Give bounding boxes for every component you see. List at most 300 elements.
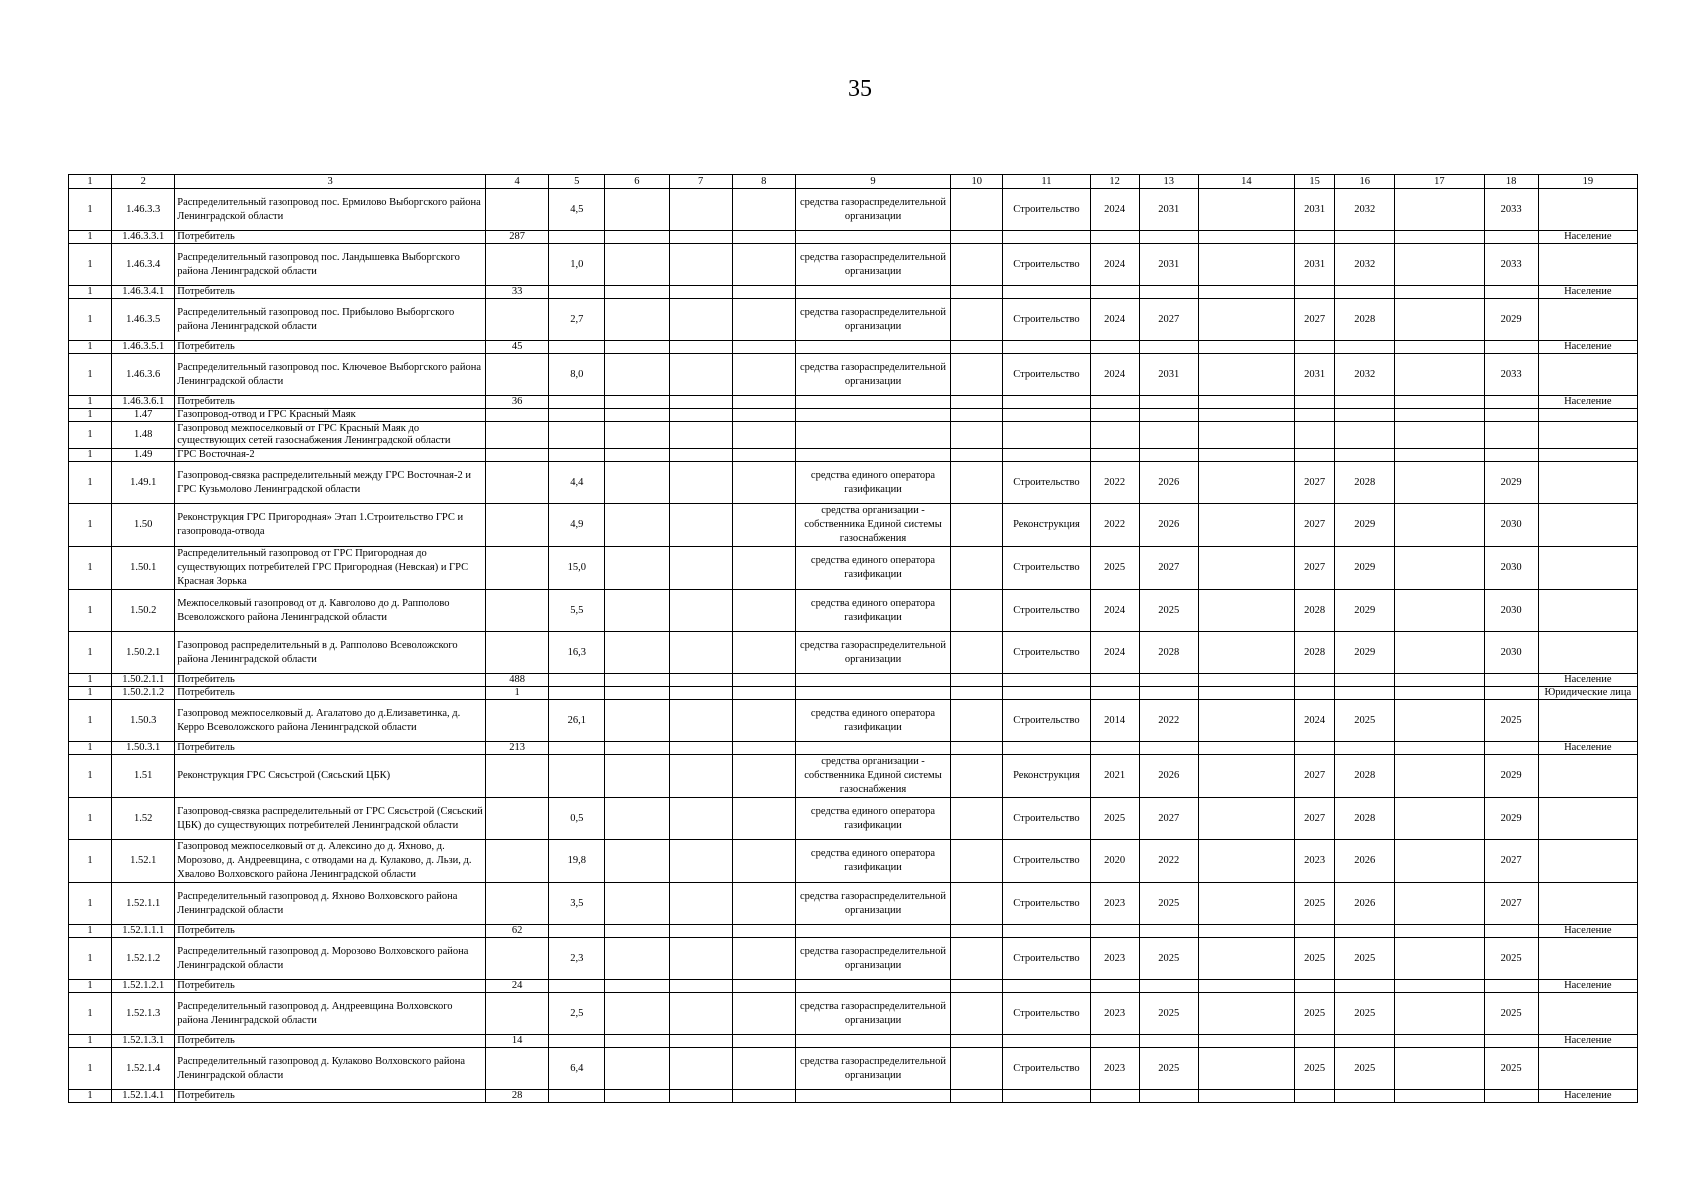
table-cell [1198, 798, 1294, 840]
table-cell: 16,3 [549, 632, 605, 674]
table-cell [795, 286, 950, 299]
table-cell [1295, 925, 1335, 938]
table-row [69, 925, 1638, 938]
table-cell: средства газораспределительной организации [795, 354, 950, 396]
table-cell: 1.49 [112, 449, 175, 462]
table-cell [669, 742, 732, 755]
table-cell [1198, 422, 1294, 449]
table-cell [669, 286, 732, 299]
table-cell: 1.50 [112, 504, 175, 547]
table-cell: 26,1 [549, 700, 605, 742]
table-cell [1198, 231, 1294, 244]
table-cell [549, 925, 605, 938]
table-cell [1395, 980, 1484, 993]
table-row [69, 755, 1638, 798]
table-cell [669, 590, 732, 632]
table-cell [795, 409, 950, 422]
table-cell: Газопровод межпоселковый д. Агалатово до д.Елизаветинка, д. Керро Всеволожского района Ленинградской области [175, 700, 486, 742]
table-cell [1484, 422, 1538, 449]
column-header: 12 [1090, 175, 1139, 189]
table-cell [605, 244, 669, 286]
table-cell [549, 422, 605, 449]
table-cell [1335, 286, 1395, 299]
table-cell [951, 1090, 1003, 1103]
table-cell: средства единого оператора газификации [795, 798, 950, 840]
table-cell [669, 341, 732, 354]
column-header: 1 [69, 175, 112, 189]
table-cell [951, 299, 1003, 341]
table-cell [1295, 980, 1335, 993]
column-header: 5 [549, 175, 605, 189]
table-cell [605, 422, 669, 449]
table-cell [1198, 354, 1294, 396]
table-cell: Население [1538, 1090, 1637, 1103]
table-cell [605, 409, 669, 422]
table-cell: 1.52.1.2.1 [112, 980, 175, 993]
table-cell [1395, 1048, 1484, 1090]
table-cell [951, 244, 1003, 286]
table-cell [605, 354, 669, 396]
table-cell: 2027 [1295, 504, 1335, 547]
table-cell: Распределительный газопровод пос. Прибылово Выборгского района Ленинградской области [175, 299, 486, 341]
table-cell: 2025 [1484, 993, 1538, 1035]
table-cell [1395, 286, 1484, 299]
table-cell [1295, 409, 1335, 422]
table-cell [1538, 299, 1637, 341]
table-cell: 2029 [1484, 299, 1538, 341]
table-cell: 2030 [1484, 632, 1538, 674]
table-cell [486, 755, 549, 798]
table-cell: 2020 [1090, 840, 1139, 883]
column-header: 17 [1395, 175, 1484, 189]
table-cell [1139, 1090, 1198, 1103]
table-cell [1139, 396, 1198, 409]
table-cell [1395, 925, 1484, 938]
table-cell [732, 632, 795, 674]
table-cell [1395, 938, 1484, 980]
table-cell: 2023 [1090, 883, 1139, 925]
table-row [69, 1035, 1638, 1048]
table-cell: 1.46.3.3 [112, 189, 175, 231]
table-cell [732, 755, 795, 798]
table-cell: 1 [69, 462, 112, 504]
table-cell [1395, 1035, 1484, 1048]
table-row [69, 1090, 1638, 1103]
table-row [69, 231, 1638, 244]
table-cell [1090, 396, 1139, 409]
table-cell: средства единого оператора газификации [795, 547, 950, 590]
table-cell [1198, 341, 1294, 354]
table-cell [951, 980, 1003, 993]
table-cell: 1.52.1.2 [112, 938, 175, 980]
table-cell: 488 [486, 674, 549, 687]
column-header: 14 [1198, 175, 1294, 189]
table-cell: 2024 [1295, 700, 1335, 742]
table-cell [1484, 980, 1538, 993]
table-cell [732, 189, 795, 231]
table-cell: 2031 [1295, 189, 1335, 231]
table-cell: 2029 [1484, 462, 1538, 504]
table-cell: 2026 [1139, 462, 1198, 504]
table-cell: 1 [69, 1090, 112, 1103]
table-cell [1395, 462, 1484, 504]
table-cell: 2027 [1295, 547, 1335, 590]
table-cell: 33 [486, 286, 549, 299]
table-cell [1335, 687, 1395, 700]
table-cell: 2028 [1139, 632, 1198, 674]
table-cell: средства единого оператора газификации [795, 590, 950, 632]
table-cell: 1 [69, 938, 112, 980]
table-cell [951, 462, 1003, 504]
table-cell: Реконструкция [1003, 504, 1090, 547]
table-cell: 4,9 [549, 504, 605, 547]
column-header: 15 [1295, 175, 1335, 189]
table-cell [732, 993, 795, 1035]
table-cell [605, 840, 669, 883]
table-cell: 1 [69, 422, 112, 449]
table-row [69, 396, 1638, 409]
table-cell: Потребитель [175, 980, 486, 993]
table-cell: 2025 [1484, 1048, 1538, 1090]
table-cell [669, 1090, 732, 1103]
table-row [69, 462, 1638, 504]
table-cell: 2025 [1295, 993, 1335, 1035]
table-cell [1198, 742, 1294, 755]
table-cell [605, 1090, 669, 1103]
table-cell: 2026 [1335, 883, 1395, 925]
table-cell: Население [1538, 231, 1637, 244]
table-cell [549, 742, 605, 755]
table-cell [1538, 422, 1637, 449]
table-cell [549, 1035, 605, 1048]
table-cell [1198, 687, 1294, 700]
table-cell: 2027 [1139, 798, 1198, 840]
table-cell [732, 462, 795, 504]
column-header: 9 [795, 175, 950, 189]
table-cell [732, 422, 795, 449]
table-cell: 1,0 [549, 244, 605, 286]
table-cell: Строительство [1003, 299, 1090, 341]
table-cell [1538, 244, 1637, 286]
table-cell [1090, 422, 1139, 449]
table-cell: Потребитель [175, 925, 486, 938]
table-cell: 2,5 [549, 993, 605, 1035]
table-cell [1003, 341, 1090, 354]
table-cell: 2029 [1484, 755, 1538, 798]
table-cell: Строительство [1003, 993, 1090, 1035]
table-cell: 2030 [1484, 504, 1538, 547]
table-cell [669, 422, 732, 449]
table-cell: 2024 [1090, 244, 1139, 286]
table-cell [1198, 409, 1294, 422]
table-cell [669, 755, 732, 798]
table-cell [1484, 286, 1538, 299]
table-cell [1538, 449, 1637, 462]
table-cell [732, 547, 795, 590]
table-cell [486, 700, 549, 742]
table-cell: 2023 [1090, 938, 1139, 980]
table-cell: 1.52.1.4 [112, 1048, 175, 1090]
table-cell [951, 632, 1003, 674]
table-cell: 2033 [1484, 189, 1538, 231]
table-cell: 2028 [1335, 299, 1395, 341]
table-cell [732, 674, 795, 687]
table-cell [1198, 925, 1294, 938]
table-cell [486, 632, 549, 674]
table-cell [732, 354, 795, 396]
table-cell [1538, 993, 1637, 1035]
table-cell: Газопровод-связка распределительный от ГРС Сясьстрой (Сясьский ЦБК) до существующих потребителей Ленинградской области [175, 798, 486, 840]
table-cell [1335, 422, 1395, 449]
table-cell [1335, 980, 1395, 993]
table-cell [605, 462, 669, 504]
table-cell [486, 409, 549, 422]
table-cell: Потребитель [175, 687, 486, 700]
table-cell: 1 [69, 189, 112, 231]
column-header: 8 [732, 175, 795, 189]
table-cell [1198, 993, 1294, 1035]
table-cell: 2022 [1139, 700, 1198, 742]
table-cell [486, 938, 549, 980]
table-cell [732, 409, 795, 422]
table-cell [1295, 687, 1335, 700]
table-cell [1139, 980, 1198, 993]
table-cell: 2,7 [549, 299, 605, 341]
table-row [69, 286, 1638, 299]
table-cell [605, 231, 669, 244]
table-cell [795, 1090, 950, 1103]
table-cell: 1 [69, 993, 112, 1035]
table-cell [951, 422, 1003, 449]
table-cell [795, 449, 950, 462]
table-cell [732, 244, 795, 286]
table-cell [669, 1035, 732, 1048]
table-cell [1538, 189, 1637, 231]
table-cell [486, 422, 549, 449]
table-cell: Потребитель [175, 674, 486, 687]
table-cell [486, 189, 549, 231]
table-cell [1090, 980, 1139, 993]
table-cell [951, 798, 1003, 840]
table-cell [605, 742, 669, 755]
table-cell [1198, 504, 1294, 547]
table-cell [1484, 1090, 1538, 1103]
table-cell: 2028 [1335, 755, 1395, 798]
table-cell: 1 [69, 286, 112, 299]
table-cell [669, 354, 732, 396]
table-cell [486, 299, 549, 341]
table-cell [605, 980, 669, 993]
table-cell [732, 231, 795, 244]
table-cell [1090, 286, 1139, 299]
table-cell: 2033 [1484, 244, 1538, 286]
table-cell: 2027 [1484, 883, 1538, 925]
table-cell [669, 700, 732, 742]
table-cell: 2029 [1335, 547, 1395, 590]
table-cell [669, 632, 732, 674]
table-cell [1395, 700, 1484, 742]
table-row [69, 449, 1638, 462]
table-cell [1139, 925, 1198, 938]
table-cell: 1 [69, 547, 112, 590]
table-cell [1335, 1090, 1395, 1103]
table-cell: 2024 [1090, 189, 1139, 231]
table-cell [1395, 798, 1484, 840]
table-cell [1484, 396, 1538, 409]
table-cell [1538, 354, 1637, 396]
table-cell [486, 883, 549, 925]
table-cell [1395, 189, 1484, 231]
column-header: 2 [112, 175, 175, 189]
table-cell [669, 409, 732, 422]
table-cell [486, 504, 549, 547]
header-row [69, 175, 1638, 189]
column-header: 3 [175, 175, 486, 189]
table-cell [1139, 409, 1198, 422]
table-cell [1198, 1090, 1294, 1103]
table-cell: Потребитель [175, 286, 486, 299]
table-cell [1198, 938, 1294, 980]
table-cell [1198, 286, 1294, 299]
table-cell: 14 [486, 1035, 549, 1048]
table-cell [1003, 1035, 1090, 1048]
table-cell [1139, 286, 1198, 299]
table-cell [1395, 883, 1484, 925]
table-cell [1538, 840, 1637, 883]
column-header: 11 [1003, 175, 1090, 189]
table-cell [1395, 244, 1484, 286]
table-cell [951, 341, 1003, 354]
table-cell [1003, 1090, 1090, 1103]
table-cell [486, 1048, 549, 1090]
table-cell: Строительство [1003, 189, 1090, 231]
table-cell: Население [1538, 341, 1637, 354]
table-cell: 2025 [1335, 938, 1395, 980]
column-header: 6 [605, 175, 669, 189]
table-cell [951, 396, 1003, 409]
table-cell: 2025 [1295, 938, 1335, 980]
table-cell: 1.52.1.3 [112, 993, 175, 1035]
table-cell: 2025 [1335, 1048, 1395, 1090]
table-cell [486, 798, 549, 840]
table-cell: 1.52.1.1.1 [112, 925, 175, 938]
table-cell [1003, 980, 1090, 993]
table-cell: 1.50.2.1.2 [112, 687, 175, 700]
table-cell [669, 396, 732, 409]
table-cell: Газопровод межпоселковый от д. Алексино до д. Яхново, д. Морозово, д. Андреевщина, с отводами на д. Кулаково, д. Льзи, д. Хвалово Волховского района Ленинградской области [175, 840, 486, 883]
table-cell [951, 449, 1003, 462]
table-cell [1335, 742, 1395, 755]
table-cell [1538, 700, 1637, 742]
table-cell [1090, 674, 1139, 687]
table-cell [549, 1090, 605, 1103]
column-header: 13 [1139, 175, 1198, 189]
table-cell: 62 [486, 925, 549, 938]
table-cell [795, 980, 950, 993]
table-cell: 2032 [1335, 244, 1395, 286]
table-cell [1003, 742, 1090, 755]
table-cell: 2022 [1090, 504, 1139, 547]
table-cell: 2014 [1090, 700, 1139, 742]
table-cell [732, 980, 795, 993]
table-cell [951, 189, 1003, 231]
table-cell [1335, 231, 1395, 244]
table-cell [1198, 547, 1294, 590]
table-cell [605, 189, 669, 231]
table-cell [1295, 742, 1335, 755]
table-cell: Население [1538, 742, 1637, 755]
table-cell: Потребитель [175, 742, 486, 755]
table-cell: 2026 [1139, 755, 1198, 798]
table-cell [951, 590, 1003, 632]
table-cell: 19,8 [549, 840, 605, 883]
table-cell [1395, 632, 1484, 674]
table-cell [486, 993, 549, 1035]
table-cell: 1.46.3.4.1 [112, 286, 175, 299]
table-cell [1538, 504, 1637, 547]
table-cell: 1 [69, 244, 112, 286]
table-cell [1003, 396, 1090, 409]
table-cell: Распределительный газопровод д. Морозово Волховского района Ленинградской области [175, 938, 486, 980]
table-cell: 1.51 [112, 755, 175, 798]
table-cell: Строительство [1003, 700, 1090, 742]
table-cell [1090, 231, 1139, 244]
table-cell: Потребитель [175, 1090, 486, 1103]
table-cell: 2030 [1484, 547, 1538, 590]
table-cell: 1.52.1.3.1 [112, 1035, 175, 1048]
table-cell [795, 674, 950, 687]
table-cell [951, 674, 1003, 687]
table-cell: 4,5 [549, 189, 605, 231]
table-cell: 1 [69, 396, 112, 409]
table-cell [1335, 674, 1395, 687]
table-cell: 2022 [1090, 462, 1139, 504]
table-cell: 1.52.1 [112, 840, 175, 883]
table-cell [951, 354, 1003, 396]
table-cell: 1.52.1.1 [112, 883, 175, 925]
table-cell [1295, 396, 1335, 409]
table-cell: Население [1538, 674, 1637, 687]
table-cell: 1 [69, 354, 112, 396]
table-cell: средства единого оператора газификации [795, 700, 950, 742]
table-cell [1295, 449, 1335, 462]
table-cell [1395, 547, 1484, 590]
table-cell [669, 993, 732, 1035]
table-cell [732, 840, 795, 883]
table-cell: 2027 [1295, 462, 1335, 504]
table-cell [1538, 755, 1637, 798]
table-cell: 1.50.2 [112, 590, 175, 632]
table-cell: Строительство [1003, 244, 1090, 286]
table-cell [1295, 231, 1335, 244]
table-cell: 1 [69, 674, 112, 687]
table-cell: 2024 [1090, 354, 1139, 396]
table-cell [1484, 341, 1538, 354]
table-cell [1003, 687, 1090, 700]
table-cell [732, 1035, 795, 1048]
table-cell: 1 [69, 742, 112, 755]
table-cell: 2031 [1295, 354, 1335, 396]
table-cell [549, 286, 605, 299]
table-cell [669, 547, 732, 590]
table-cell: 2029 [1335, 590, 1395, 632]
table-row [69, 687, 1638, 700]
table-cell: 1 [69, 632, 112, 674]
table-cell: 2029 [1335, 504, 1395, 547]
table-cell [1538, 1048, 1637, 1090]
table-cell [1198, 396, 1294, 409]
table-cell: 1.46.3.5.1 [112, 341, 175, 354]
